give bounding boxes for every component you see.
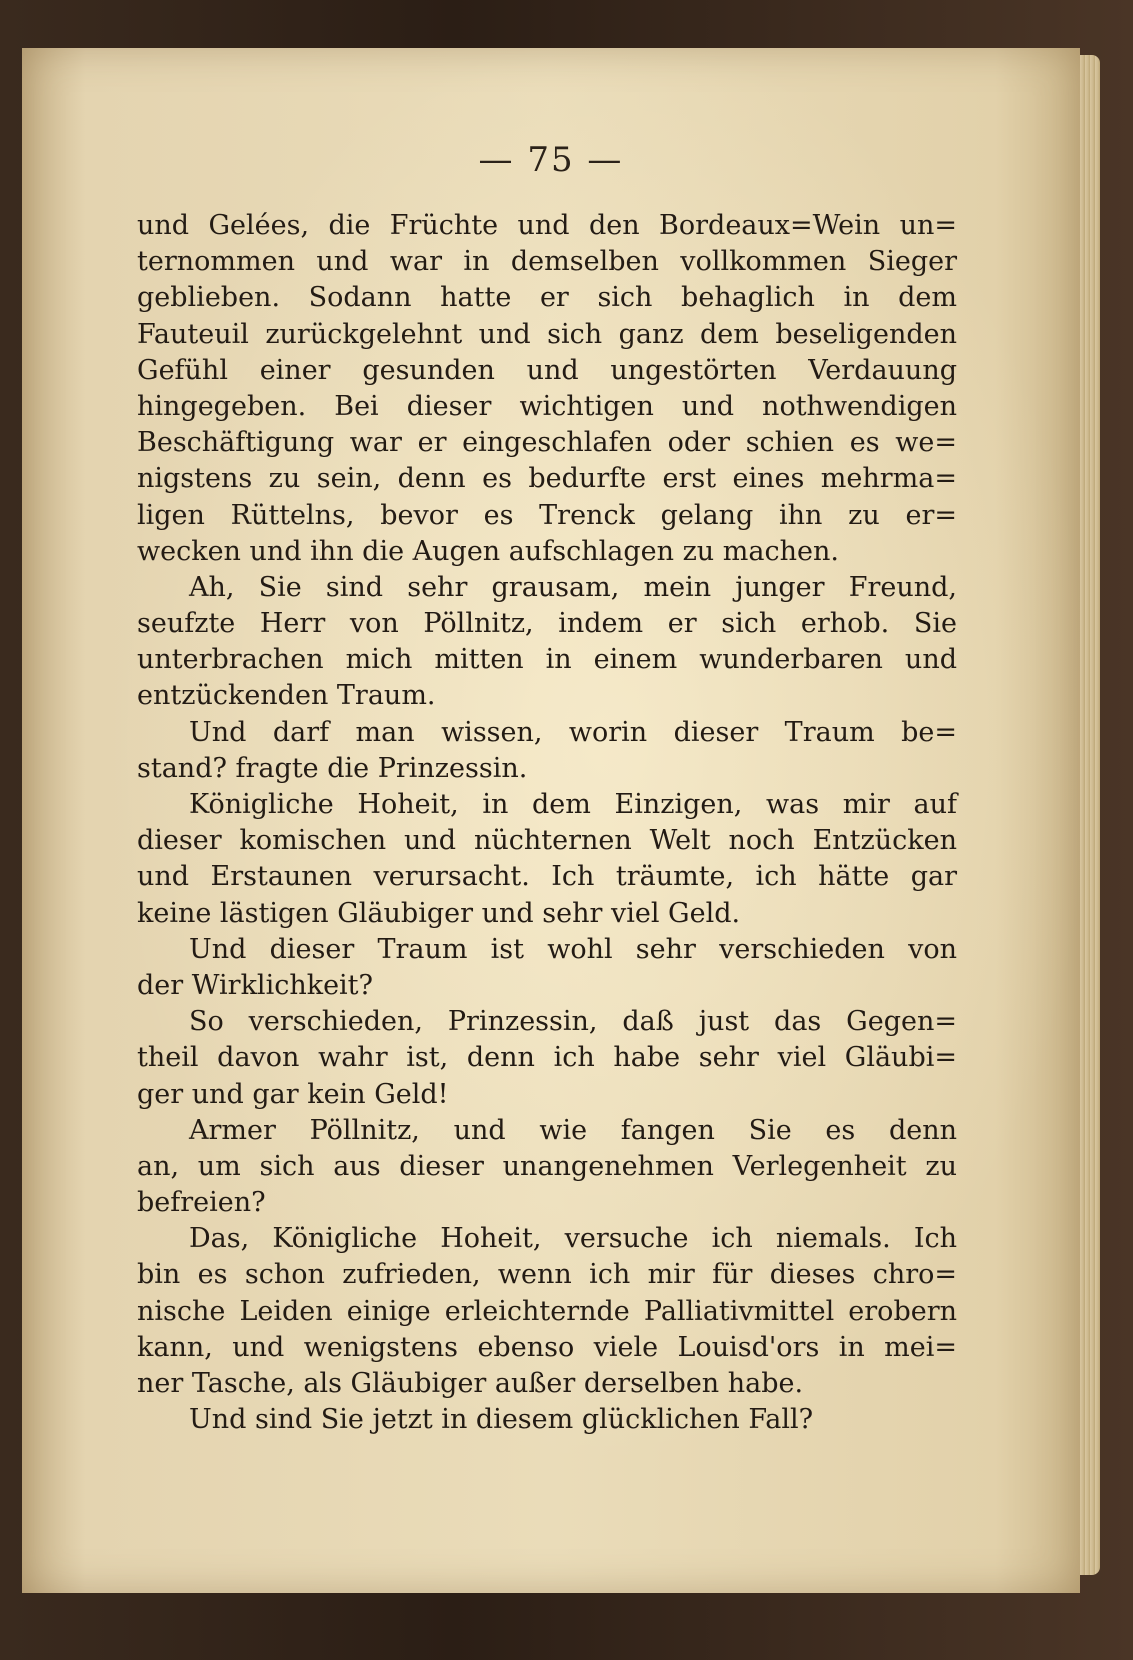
text-line: Ah, Sie sind sehr grausam, mein junger Freund, [189,571,957,603]
text-line: hingegeben. Bei dieser wichtigen und nothwendigen [137,390,957,422]
text-line: bin es schon zufrieden, wenn ich mir für dieses chro= [137,1259,957,1291]
text-line: und Gelées, die Früchte und den Bordeaux=Wein un= [137,210,957,241]
text-line: Und darf man wissen, worin dieser Traum be= [189,716,957,748]
text-line: Fauteuil zurückgelehnt und sich ganz dem beseligenden [137,318,957,350]
text-line: Königliche Hoheit, in dem Einzigen, was mir auf [189,789,957,820]
text-line: nische Leiden einige erleichternde Palliativmittel erobern [137,1295,957,1327]
text-line: Und sind Sie jetzt in diesem glücklichen Fall? [189,1404,814,1436]
text-line: geblieben. Sodann hatte er sich behaglich in dem [137,282,957,314]
text-line: unterbrachen mich mitten in einem wunderbaren und [137,644,957,676]
text-line: ligen Rüttelns, bevor es Trenck gelang ihn zu er= [137,499,957,531]
text-line: befreien? [137,1187,266,1219]
text-line: der Wirklichkeit? [137,969,374,1001]
text-line: ger und gar kein Geld! [137,1078,449,1110]
text-line: kann, und wenigstens ebenso viele Louisd'ors in mei= [137,1331,957,1363]
text-line: dieser komischen und nüchternen Welt noch Entzücken [137,825,957,857]
text-line: Gefühl einer gesunden und ungestörten Verdauung [137,354,957,386]
text-line: keine lästigen Gläubiger und sehr viel Geld. [137,897,741,929]
page-text [137,208,957,1438]
text-line: Das, Königliche Hoheit, versuche ich niemals. Ich [189,1223,957,1255]
text-line: Und dieser Traum ist wohl sehr verschieden von [189,933,957,965]
text-line: stand? fragte die Prinzessin. [137,752,528,784]
text-line: an, um sich aus dieser unangenehmen Verlegenheit zu [137,1150,957,1182]
page-number: — 75 — [478,140,624,180]
text-line: nigstens zu sein, denn es bedurfte erst eines mehrma= [137,463,957,495]
text-line: wecken und ihn die Augen aufschlagen zu machen. [137,535,839,567]
text-line: Beschäftigung war er eingeschlafen oder schien es we= [137,427,957,459]
book-page [22,48,1080,1593]
text-line: seufzte Herr von Pöllnitz, indem er sich erhob. Sie [137,608,957,640]
text-line: theil davon wahr ist, denn ich habe sehr viel Gläubi= [137,1042,957,1074]
text-line: und Erstaunen verursacht. Ich träumte, ich hätte gar [137,861,957,893]
text-line: Armer Pöllnitz, und wie fangen Sie es denn [189,1114,957,1146]
text-line: ner Tasche, als Gläubiger außer derselben habe. [137,1368,804,1399]
text-line: entzückenden Traum. [137,680,436,712]
text-line: So verschieden, Prinzessin, daß just das Gegen= [189,1006,957,1038]
text-line: ternommen und war in demselben vollkommen Sieger [137,246,957,278]
